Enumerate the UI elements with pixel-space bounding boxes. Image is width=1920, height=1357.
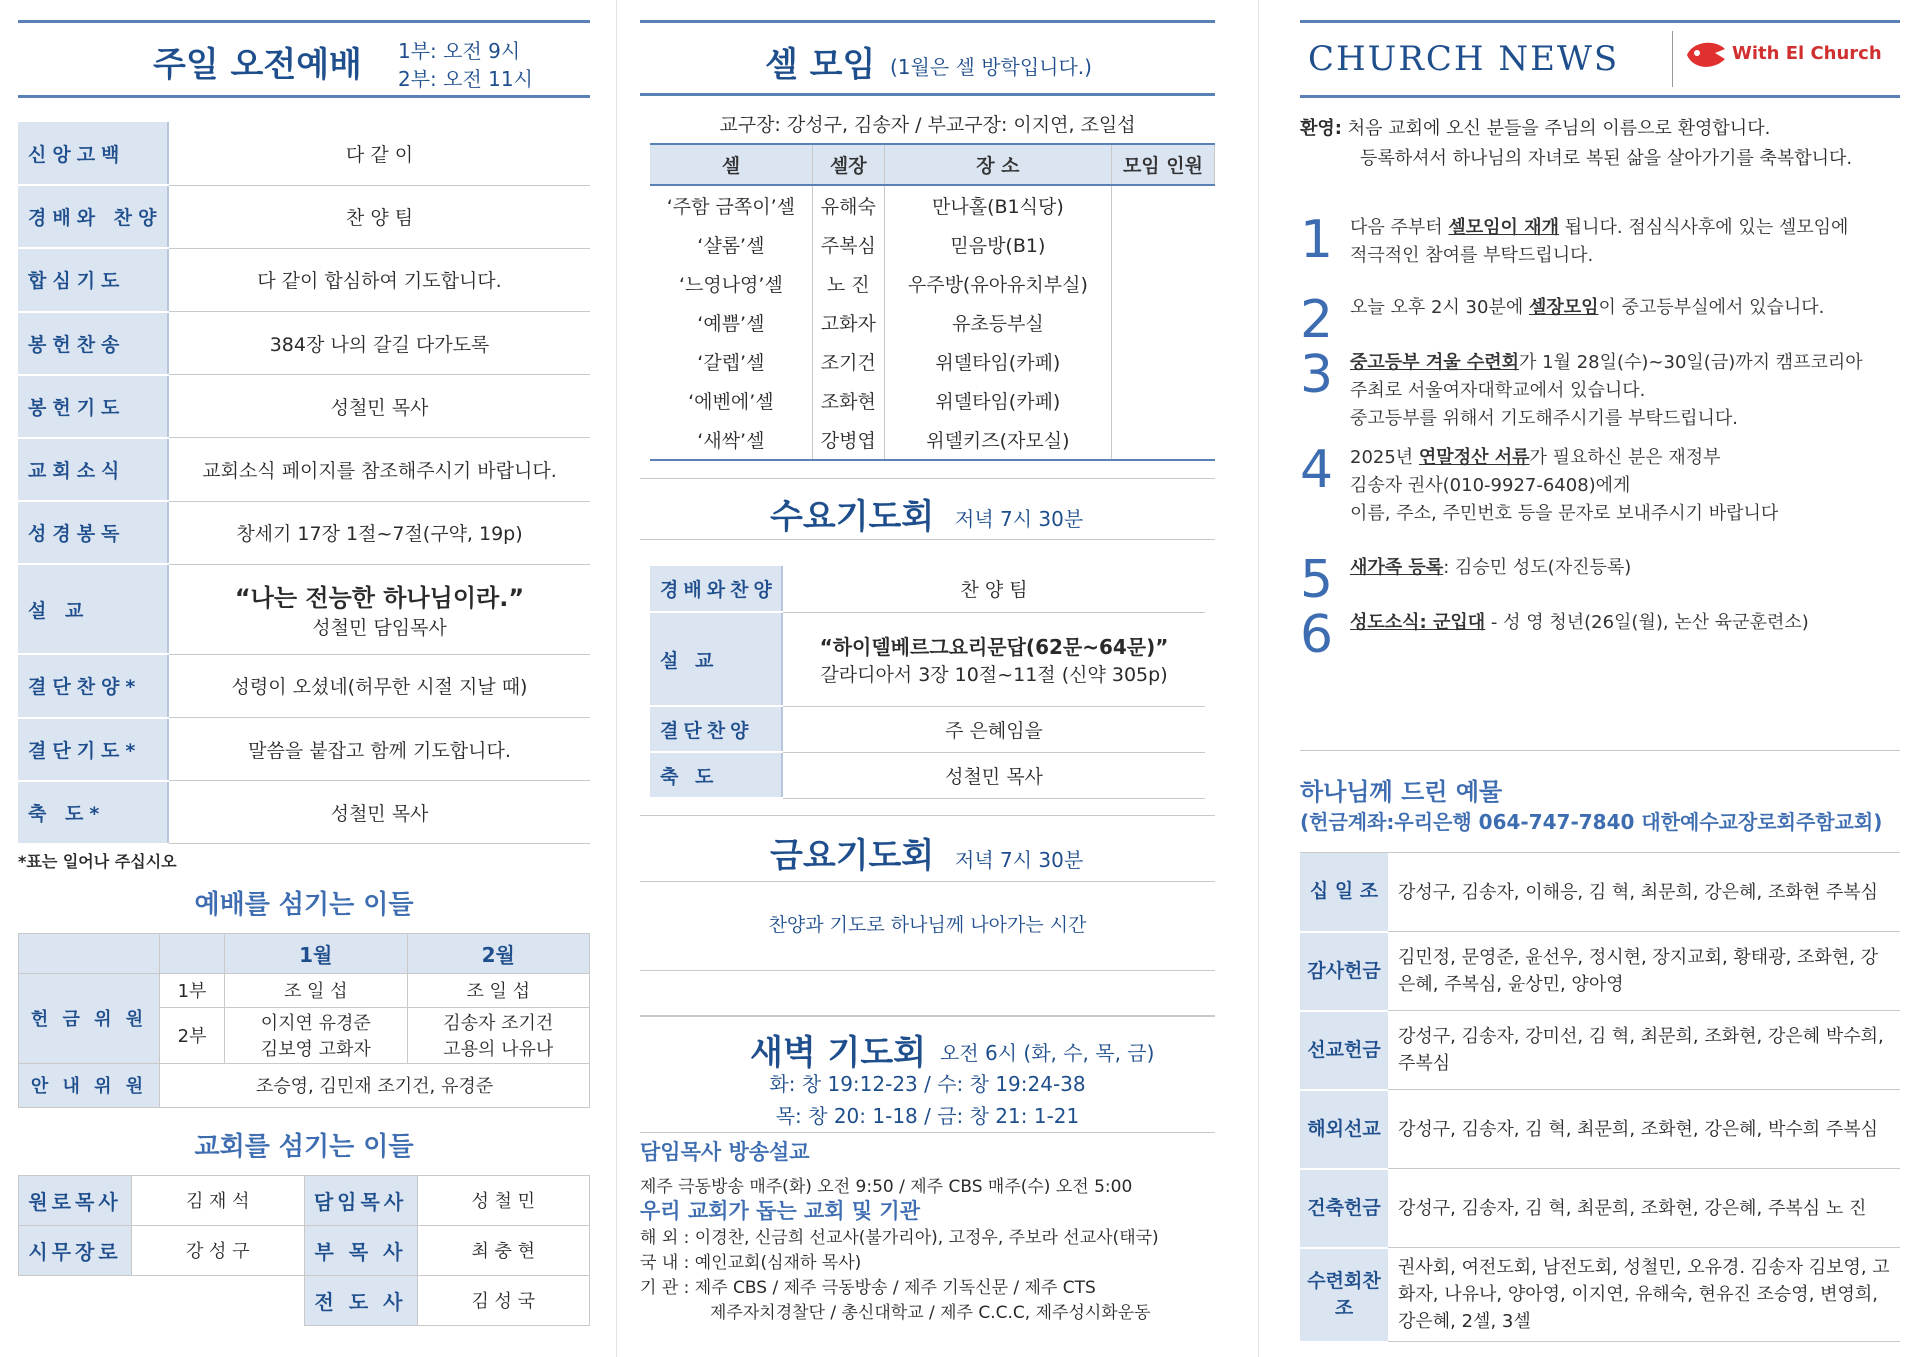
- offering-row: [1300, 1090, 1900, 1169]
- usher-value: 조승영, 김민재 조기건, 유경준: [160, 1063, 590, 1107]
- offering-names: 강성구, 김송자, 김 혁, 최문희, 조화현, 강은혜, 박수희 주복심: [1388, 1090, 1900, 1169]
- cell-row: [650, 342, 1215, 381]
- news-number: 1: [1300, 210, 1334, 270]
- news-line-1: [1350, 294, 1890, 322]
- offering-committee-label: 헌 금 위 원: [19, 973, 160, 1063]
- offering-label: 해외선교: [1300, 1090, 1388, 1169]
- church-logo-icon: [1685, 39, 1727, 73]
- part-1: 1부: [160, 973, 225, 1007]
- corner-cell-2: [160, 933, 225, 973]
- broadcast-title: 담임목사 방송설교: [640, 1140, 810, 1164]
- order-row: [18, 438, 590, 501]
- wednesday-header: [640, 478, 1215, 540]
- order-value-text: 말씀을 붙잡고 함께 기도합니다.: [248, 739, 511, 762]
- cell-value: 믿음방(B1): [884, 225, 1111, 264]
- welcome-label: 환영:: [1300, 118, 1342, 139]
- friday-text: 찬양과 기도로 하나님께 나아가는 시간: [768, 914, 1087, 936]
- staff-role: 원로목사: [19, 1175, 132, 1225]
- wednesday-time: 저녁 7시 30분: [955, 507, 1084, 531]
- cell-header-3: 모임 인원: [1111, 144, 1214, 185]
- order-value-text: 교회소식 페이지를 참조해주시기 바랍니다.: [202, 460, 557, 483]
- wednesday-value-text: 주 은혜임을: [945, 719, 1043, 742]
- wednesday-value-text: 찬 양 팀: [960, 579, 1028, 602]
- news-line-1: [1350, 609, 1890, 637]
- divider: [640, 1132, 1215, 1133]
- order-value-text: 다 같이 합심하여 기도합니다.: [257, 270, 502, 293]
- staff-name: 강 성 구: [132, 1225, 305, 1275]
- cell-header-1: 셀장: [812, 144, 884, 185]
- wednesday-label: 설 교: [650, 612, 782, 706]
- divider: [640, 970, 1215, 971]
- broadcast-text: 제주 극동방송 매주(화) 오전 9:50 / 제주 CBS 매주(수) 오전 5:00: [640, 1177, 1133, 1197]
- staff-name: 성 철 민: [417, 1175, 590, 1225]
- friday-time: 저녁 7시 30분: [955, 848, 1084, 872]
- news-column: [1300, 0, 1900, 1357]
- news-line3: 이름, 주소, 주민번호 등을 문자로 보내주시기 바랍니다: [1350, 503, 1779, 524]
- order-value: [168, 185, 590, 248]
- order-value: [168, 564, 590, 654]
- offering-row: [1300, 1011, 1900, 1090]
- cell-row: [650, 381, 1215, 420]
- staff-role: 담임목사: [304, 1175, 417, 1225]
- order-value: [168, 654, 590, 717]
- order-value: [168, 718, 590, 781]
- order-value: [168, 501, 590, 564]
- cell-value: ‘주함 금쪽이’셀: [650, 185, 812, 225]
- order-label: 교회소식: [18, 438, 168, 501]
- cell-value: 위델타임(카페): [884, 381, 1111, 420]
- cell-row: [650, 264, 1215, 303]
- cell-value: 조기건: [812, 342, 884, 381]
- cell-leaders: 교구장: 강성구, 김송자 / 부교구장: 이지연, 조일섭: [719, 114, 1136, 136]
- support-title: 우리 교회가 돕는 교회 및 기관: [640, 1199, 920, 1223]
- order-value-text: 384장 나의 갈길 다가도록: [269, 333, 490, 356]
- wednesday-value-text: “하이델베르그요리문답(62문~64문)”: [819, 635, 1169, 659]
- order-of-worship: [18, 122, 590, 845]
- divider: [1300, 750, 1900, 751]
- cell-header-0: 셀: [650, 144, 812, 185]
- order-row: [18, 248, 590, 311]
- p1-feb: 조 일 섭: [407, 973, 590, 1007]
- order-row: [18, 781, 590, 844]
- news-post: : 김승민 성도(자진등록): [1443, 557, 1632, 578]
- service-time-1: 1부: 오전 9시: [398, 39, 521, 63]
- staff-name: 최 충 현: [417, 1225, 590, 1275]
- order-label: 결단찬양*: [18, 654, 168, 717]
- offering-label: 수련회찬조: [1300, 1248, 1388, 1342]
- offering-row: [1300, 853, 1900, 932]
- news-number: 5: [1300, 550, 1334, 610]
- order-label: 합심기도: [18, 248, 168, 311]
- month-jan: 1월: [225, 933, 408, 973]
- staff-role: 부 목 사: [304, 1225, 417, 1275]
- news-header: [1300, 20, 1900, 98]
- servers-title: 예배를 섬기는 이들: [194, 889, 414, 920]
- news-post: 됩니다. 점심식사후에 있는 셀모임에: [1559, 217, 1849, 238]
- order-value: [168, 248, 590, 311]
- order-row: [18, 564, 590, 654]
- order-value-text: “나는 전능한 하나님이라.”: [234, 584, 525, 613]
- news-line-1: [1350, 214, 1890, 242]
- offering-label: 십 일 조: [1300, 853, 1388, 932]
- support-orgs-2: 제주자치경찰단 / 총신대학교 / 제주 C.C.C, 제주성시화운동: [710, 1303, 1151, 1323]
- offerings-table: [1300, 852, 1900, 1343]
- cell-row: [650, 303, 1215, 342]
- cell-value: [1111, 342, 1214, 381]
- logo-text: With El Church: [1732, 43, 1882, 64]
- order-row: [18, 312, 590, 375]
- news-line3: 중고등부를 위해서 기도해주시기를 부탁드립니다.: [1350, 408, 1739, 429]
- servers-table: [18, 933, 590, 1108]
- news-text: [1350, 294, 1890, 322]
- wednesday-title: 수요기도회: [770, 497, 935, 537]
- p2-feb-b: 고용의 나유나: [443, 1039, 554, 1061]
- p2-feb-a: 김송자 조기건: [443, 1013, 554, 1035]
- order-label: 경배와 찬양: [18, 185, 168, 248]
- news-highlight: 성도소식: 군입대: [1350, 612, 1486, 633]
- order-label: 결단기도*: [18, 718, 168, 781]
- staff-table: [18, 1175, 590, 1326]
- month-feb: 2월: [407, 933, 590, 973]
- cell-value: 유초등부실: [884, 303, 1111, 342]
- service-time-2: 2부: 오전 11시: [398, 67, 533, 91]
- news-pre: 다음 주부터: [1350, 217, 1449, 238]
- cell-value: 우주방(유아유치부실): [884, 264, 1111, 303]
- dawn-line-1: 화: 창 19:12-23 / 수: 창 19:24-38: [769, 1072, 1086, 1096]
- offering-label: 선교헌금: [1300, 1011, 1388, 1090]
- welcome-line-1: 처음 교회에 오신 분들을 주님의 이름으로 환영합니다.: [1347, 118, 1771, 139]
- support-list: [640, 1226, 1215, 1326]
- news-line-1: [1350, 444, 1890, 472]
- order-value-text: 성철민 목사: [330, 396, 429, 419]
- meetings-column: [640, 0, 1215, 1357]
- news-line-1: [1350, 554, 1890, 582]
- cell-value: [1111, 264, 1214, 303]
- cell-value: [1111, 381, 1214, 420]
- staff-name: [132, 1275, 305, 1325]
- order-row: [18, 654, 590, 717]
- sunday-service-title: 주일 오전예배: [153, 45, 362, 85]
- cell-value: 유해숙: [812, 185, 884, 225]
- wednesday-value: [782, 752, 1205, 798]
- news-highlight: 새가족 등록: [1350, 557, 1444, 578]
- wednesday-value: [782, 566, 1205, 612]
- news-line2: 김송자 권사(010-9927-6408)에게: [1350, 475, 1631, 496]
- news-title: CHURCH NEWS: [1308, 39, 1620, 79]
- news-highlight: 셀모임이 재개: [1448, 217, 1559, 238]
- wednesday-row: [650, 706, 1205, 752]
- staff-role: [19, 1275, 132, 1325]
- news-number: 3: [1300, 345, 1334, 405]
- news-text: [1350, 554, 1890, 582]
- cell-value: 위델타임(카페): [884, 342, 1111, 381]
- offering-label: 건축헌금: [1300, 1169, 1388, 1248]
- order-row: [18, 122, 590, 185]
- wednesday-label: 축 도: [650, 752, 782, 798]
- news-post: - 성 영 청년(26일(월), 논산 육군훈련소): [1485, 612, 1809, 633]
- wednesday-table: [650, 566, 1205, 799]
- order-value: [168, 438, 590, 501]
- staff-name: 김 재 석: [132, 1175, 305, 1225]
- offering-row: [1300, 1169, 1900, 1248]
- cell-value: ‘새싹’셀: [650, 420, 812, 460]
- cell-value: ‘갈렙’셀: [650, 342, 812, 381]
- order-value: [168, 375, 590, 438]
- wednesday-value-text: 성철민 목사: [945, 765, 1043, 788]
- offering-title: 하나님께 드린 예물: [1300, 778, 1503, 806]
- wednesday-label: 결단찬양: [650, 706, 782, 752]
- cell-value: [1111, 303, 1214, 342]
- order-value-text: 성령이 오셨네(허무한 시절 지날 때): [231, 676, 528, 699]
- usher-label: 안 내 위 원: [19, 1063, 160, 1107]
- cell-value: ‘예쁨’셀: [650, 303, 812, 342]
- wednesday-row: [650, 566, 1205, 612]
- cell-value: ‘느영나영’셀: [650, 264, 812, 303]
- order-row: [18, 185, 590, 248]
- staff-row: [19, 1225, 590, 1275]
- news-post: 이 중고등부실에서 있습니다.: [1598, 297, 1825, 318]
- cell-header: [640, 20, 1215, 96]
- sunday-service-header: [18, 20, 590, 98]
- cell-value: [1111, 420, 1214, 460]
- support-orgs: 기 관 : 제주 CBS / 제주 극동방송 / 제주 기독신문 / 제주 CTS: [640, 1278, 1096, 1298]
- welcome-line-2: 등록하셔서 하나님의 자녀로 복된 삶을 살아가기를 축복합니다.: [1360, 148, 1853, 169]
- offering-label: 감사헌금: [1300, 932, 1388, 1011]
- order-value-text: 창세기 17장 1절~7절(구약, 19p): [236, 523, 523, 546]
- news-post: 가 1월 28일(수)~30일(금)까지 캠프코리아: [1519, 352, 1863, 373]
- part-2: 2부: [160, 1007, 225, 1063]
- cell-value: ‘샬롬’셀: [650, 225, 812, 264]
- p2-jan-a: 이지연 유경준: [260, 1013, 371, 1035]
- order-value-sub: 성철민 담임목사: [312, 617, 447, 640]
- cell-value: ‘에벤에’셀: [650, 381, 812, 420]
- cell-value: [1111, 225, 1214, 264]
- friday-title: 금요기도회: [770, 836, 935, 876]
- cell-value: 주복심: [812, 225, 884, 264]
- offering-names: 권사회, 여전도회, 남전도회, 성철민, 오유경. 김송자 김보영, 고화자, 나유나, 양아영, 이지연, 유해숙, 현유진 조승영, 변영희, 강은혜, 2셀, 3셀: [1388, 1248, 1900, 1342]
- news-line2: 적극적인 참여를 부탁드립니다.: [1350, 245, 1594, 266]
- staff-name: 김 성 국: [417, 1275, 590, 1325]
- support-overseas: 해 외 : 이경찬, 신금희 선교사(불가리아), 고정우, 주보라 선교사(태국): [640, 1228, 1159, 1248]
- p2-jan: [225, 1007, 408, 1063]
- p2-feb: [407, 1007, 590, 1063]
- welcome: [1300, 114, 1852, 174]
- cell-value: 만나홀(B1식당): [884, 185, 1111, 225]
- cell-row: [650, 420, 1215, 460]
- staff-row: [19, 1175, 590, 1225]
- dawn-line-2: 목: 창 20: 1-18 / 금: 창 21: 1-21: [775, 1104, 1080, 1128]
- order-value-text: 찬 양 팀: [345, 207, 414, 230]
- news-number: 2: [1300, 290, 1334, 350]
- staff-role: 시무장로: [19, 1225, 132, 1275]
- news-text: [1350, 444, 1890, 528]
- wednesday-value-sub: 갈라디아서 3장 10절~11절 (신약 305p): [820, 664, 1168, 686]
- news-text: [1350, 349, 1890, 433]
- cell-value: 위델키즈(자모실): [884, 420, 1111, 460]
- support-domestic: 국 내 : 예인교회(심재하 목사): [640, 1253, 862, 1273]
- dawn-time: 오전 6시 (화, 수, 목, 금): [940, 1041, 1155, 1065]
- news-number: 6: [1300, 605, 1334, 665]
- order-value: [168, 312, 590, 375]
- news-pre: 2025년: [1350, 447, 1419, 468]
- offering-row: [1300, 1248, 1900, 1342]
- staff-role: 전 도 사: [304, 1275, 417, 1325]
- header-divider: [1672, 31, 1673, 87]
- order-label: 설 교: [18, 564, 168, 654]
- dawn-title: 새벽 기도회: [750, 1033, 927, 1073]
- cell-value: 고화자: [812, 303, 884, 342]
- news-post: 가 필요하신 분은 재정부: [1529, 447, 1721, 468]
- offering-row: [1300, 932, 1900, 1011]
- news-text: [1350, 609, 1890, 637]
- order-value-text: 다 같 이: [345, 143, 414, 166]
- church-staff-title: 교회를 섬기는 이들: [194, 1131, 414, 1162]
- offering-names: 강성구, 김송자, 강미선, 김 혁, 최문희, 조화현, 강은혜 박수희, 주복심: [1388, 1011, 1900, 1090]
- news-highlight: 연말정산 서류: [1418, 447, 1530, 468]
- offering-names: 강성구, 김송자, 김 혁, 최문희, 조화현, 강은혜, 주복심 노 진: [1388, 1169, 1900, 1248]
- news-line-1: [1350, 349, 1890, 377]
- cell-value: 노 진: [812, 264, 884, 303]
- wednesday-value: [782, 706, 1205, 752]
- cell-value: 조화현: [812, 381, 884, 420]
- cell-row: [650, 185, 1215, 225]
- order-label: 봉헌찬송: [18, 312, 168, 375]
- news-line2: 주최로 서울여자대학교에서 있습니다.: [1350, 380, 1646, 401]
- corner-cell: [19, 933, 160, 973]
- cell-header-2: 장 소: [884, 144, 1111, 185]
- order-value: [168, 122, 590, 185]
- staff-row: [19, 1275, 590, 1325]
- offering-names: 김민정, 문영준, 윤선우, 정시현, 장지교회, 황태광, 조화현, 강은혜, 주복심, 윤상민, 양아영: [1388, 932, 1900, 1011]
- offering-names: 강성구, 김송자, 이해응, 김 혁, 최문희, 강은혜, 조화현 주복심: [1388, 853, 1900, 932]
- wednesday-row: [650, 612, 1205, 706]
- news-highlight: 셀장모임: [1528, 297, 1599, 318]
- order-row: [18, 501, 590, 564]
- order-value-text: 성철민 목사: [330, 802, 429, 825]
- wednesday-value: [782, 612, 1205, 706]
- news-pre: 오늘 오후 2시 30분에: [1350, 297, 1529, 318]
- cell-table: [650, 143, 1215, 461]
- order-row: [18, 375, 590, 438]
- order-label: 봉헌기도: [18, 375, 168, 438]
- cell-title: 셀 모임: [765, 45, 876, 85]
- news-highlight: 중고등부 겨울 수련회: [1350, 352, 1520, 373]
- wednesday-label: 경배와찬양: [650, 566, 782, 612]
- news-number: 4: [1300, 440, 1334, 500]
- order-value: [168, 781, 590, 844]
- p2-jan-b: 김보영 고화자: [260, 1039, 371, 1061]
- order-row: [18, 718, 590, 781]
- news-text: [1350, 214, 1890, 270]
- offering-account: (헌금계좌:우리은행 064-747-7840 대한예수교장로회주함교회): [1300, 810, 1883, 834]
- order-label: 신앙고백: [18, 122, 168, 185]
- cell-note: (1월은 셀 방학입니다.): [890, 55, 1092, 79]
- dawn-schedule: [640, 1068, 1215, 1132]
- p1-jan: 조 일 섭: [225, 973, 408, 1007]
- order-label: 축 도*: [18, 781, 168, 844]
- wednesday-row: [650, 752, 1205, 798]
- cell-value: [1111, 185, 1214, 225]
- order-label: 성경봉독: [18, 501, 168, 564]
- cell-row: [650, 225, 1215, 264]
- worship-column: [18, 0, 590, 1357]
- standing-note: *표는 일어나 주십시오: [18, 851, 177, 871]
- friday-header: [640, 815, 1215, 882]
- cell-value: 강병엽: [812, 420, 884, 460]
